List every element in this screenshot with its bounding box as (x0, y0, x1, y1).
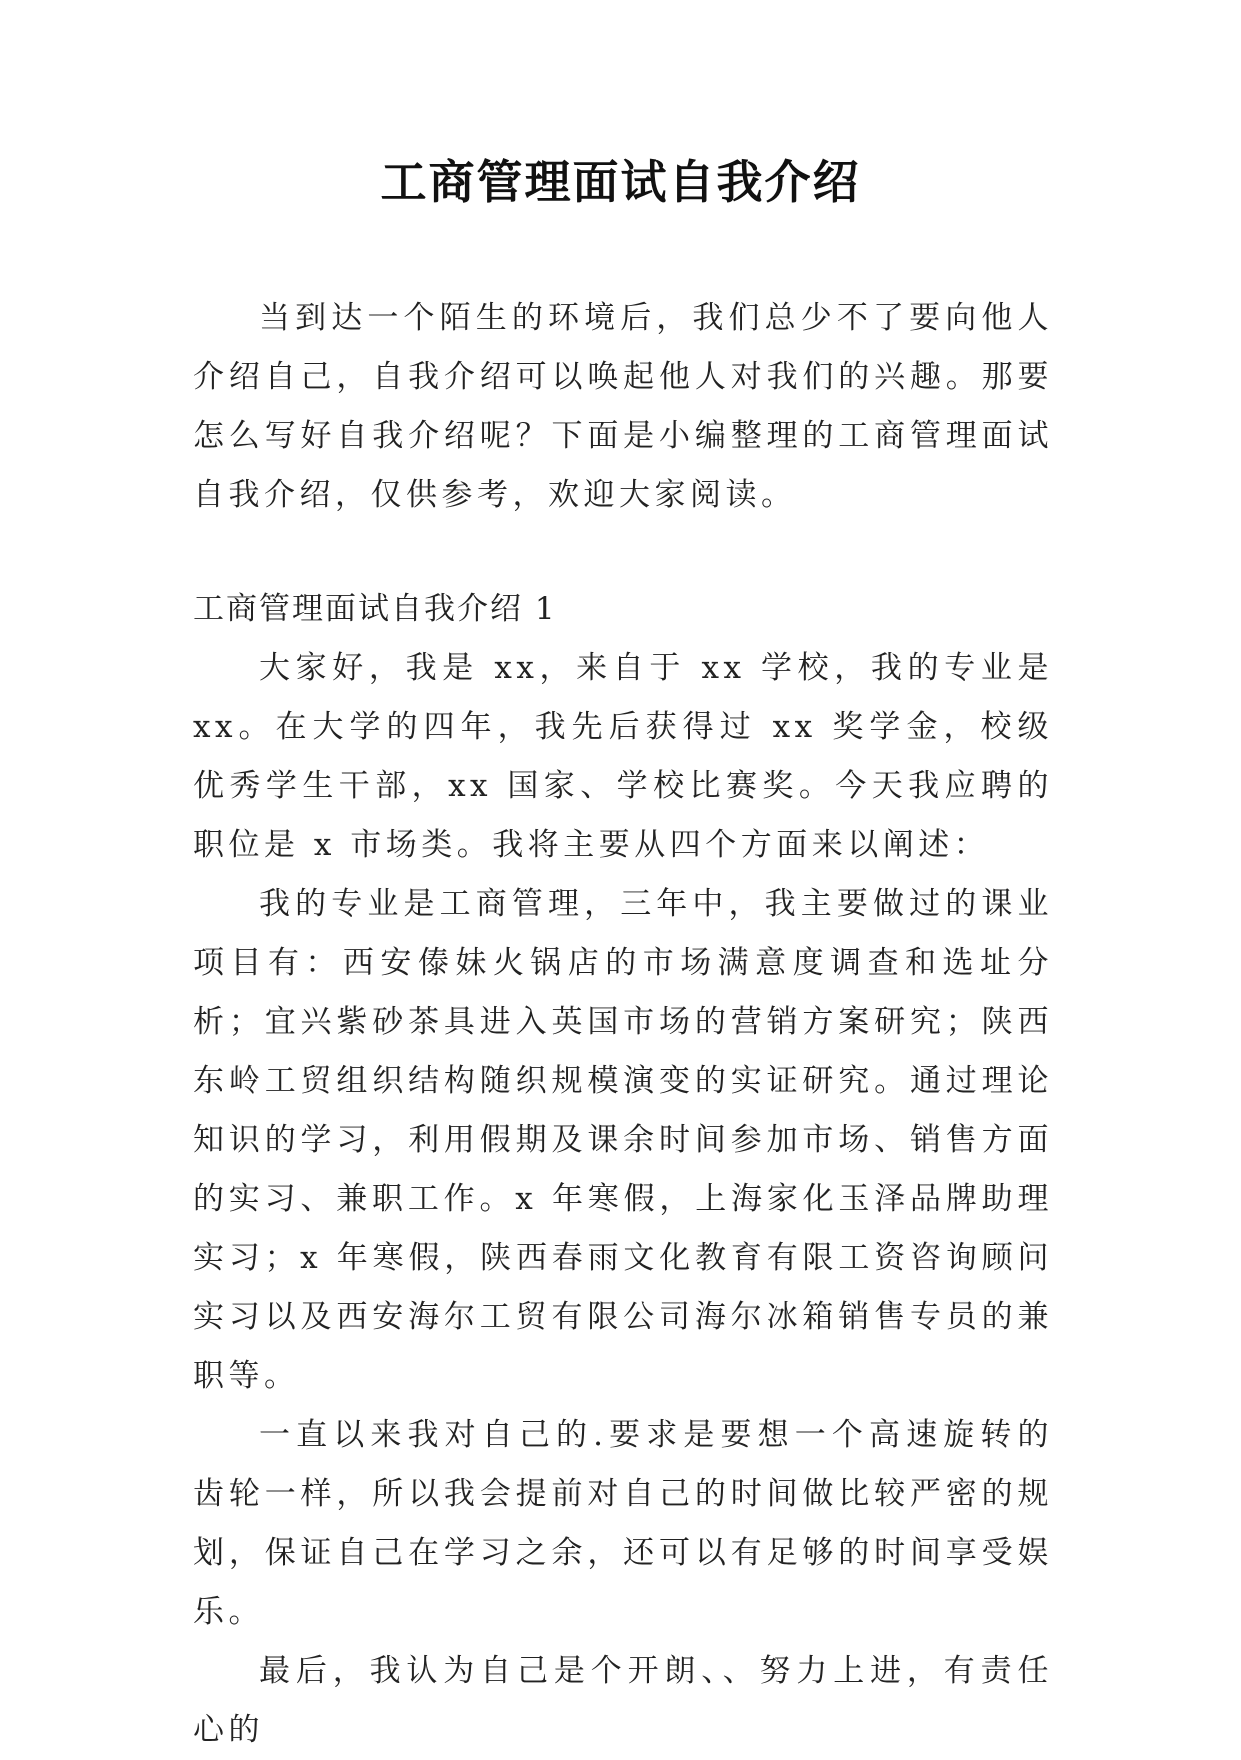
section-1-paragraph-1: 大家好，我是 xx，来自于 xx 学校，我的专业是 xx。在大学的四年，我先后获得过 xx 奖学金，校级优秀学生干部，xx 国家、学校比赛奖。今天我应聘的职位是 x 市场类。我将主要从四个方面来以阐述： (193, 650, 1053, 863)
section-1-heading: 工商管理面试自我介绍 1 (193, 591, 557, 627)
intro-paragraph: 当到达一个陌生的环境后，我们总少不了要向他人介绍自己，自我介绍可以唤起他人对我们的兴趣。那要怎么写好自我介绍呢？下面是小编整理的工商管理面试自我介绍，仅供参考，欢迎大家阅读。 (193, 300, 1053, 513)
section-1-paragraph-2: 我的专业是工商管理，三年中，我主要做过的课业项目有：西安傣妹火锅店的市场满意度调查和选址分析；宜兴紫砂茶具进入英国市场的营销方案研究；陕西东岭工贸组织结构随织规模演变的实证研究。通过理论知识的学习，利用假期及课余时间参加市场、销售方面的实习、兼职工作。x 年寒假，上海家化玉泽品牌助理实习；x 年寒假，陕西春雨文化教育有限工资咨询顾问实习以及西安海尔工贸有限公司海尔冰箱销售专员的兼职等。 (193, 886, 1053, 1394)
section-1-paragraph-4: 最后，我认为自己是个开朗、、努力上进，有责任心的 (193, 1653, 1053, 1748)
section-1 (193, 580, 1053, 1760)
document-title: 工商管理面试自我介绍 (380, 155, 861, 209)
section-1-paragraph-3: 一直以来我对自己的.要求是要想一个高速旋转的齿轮一样，所以我会提前对自己的时间做比较严密的规划，保证自己在学习之余，还可以有足够的时间享受娱乐。 (193, 1417, 1053, 1630)
